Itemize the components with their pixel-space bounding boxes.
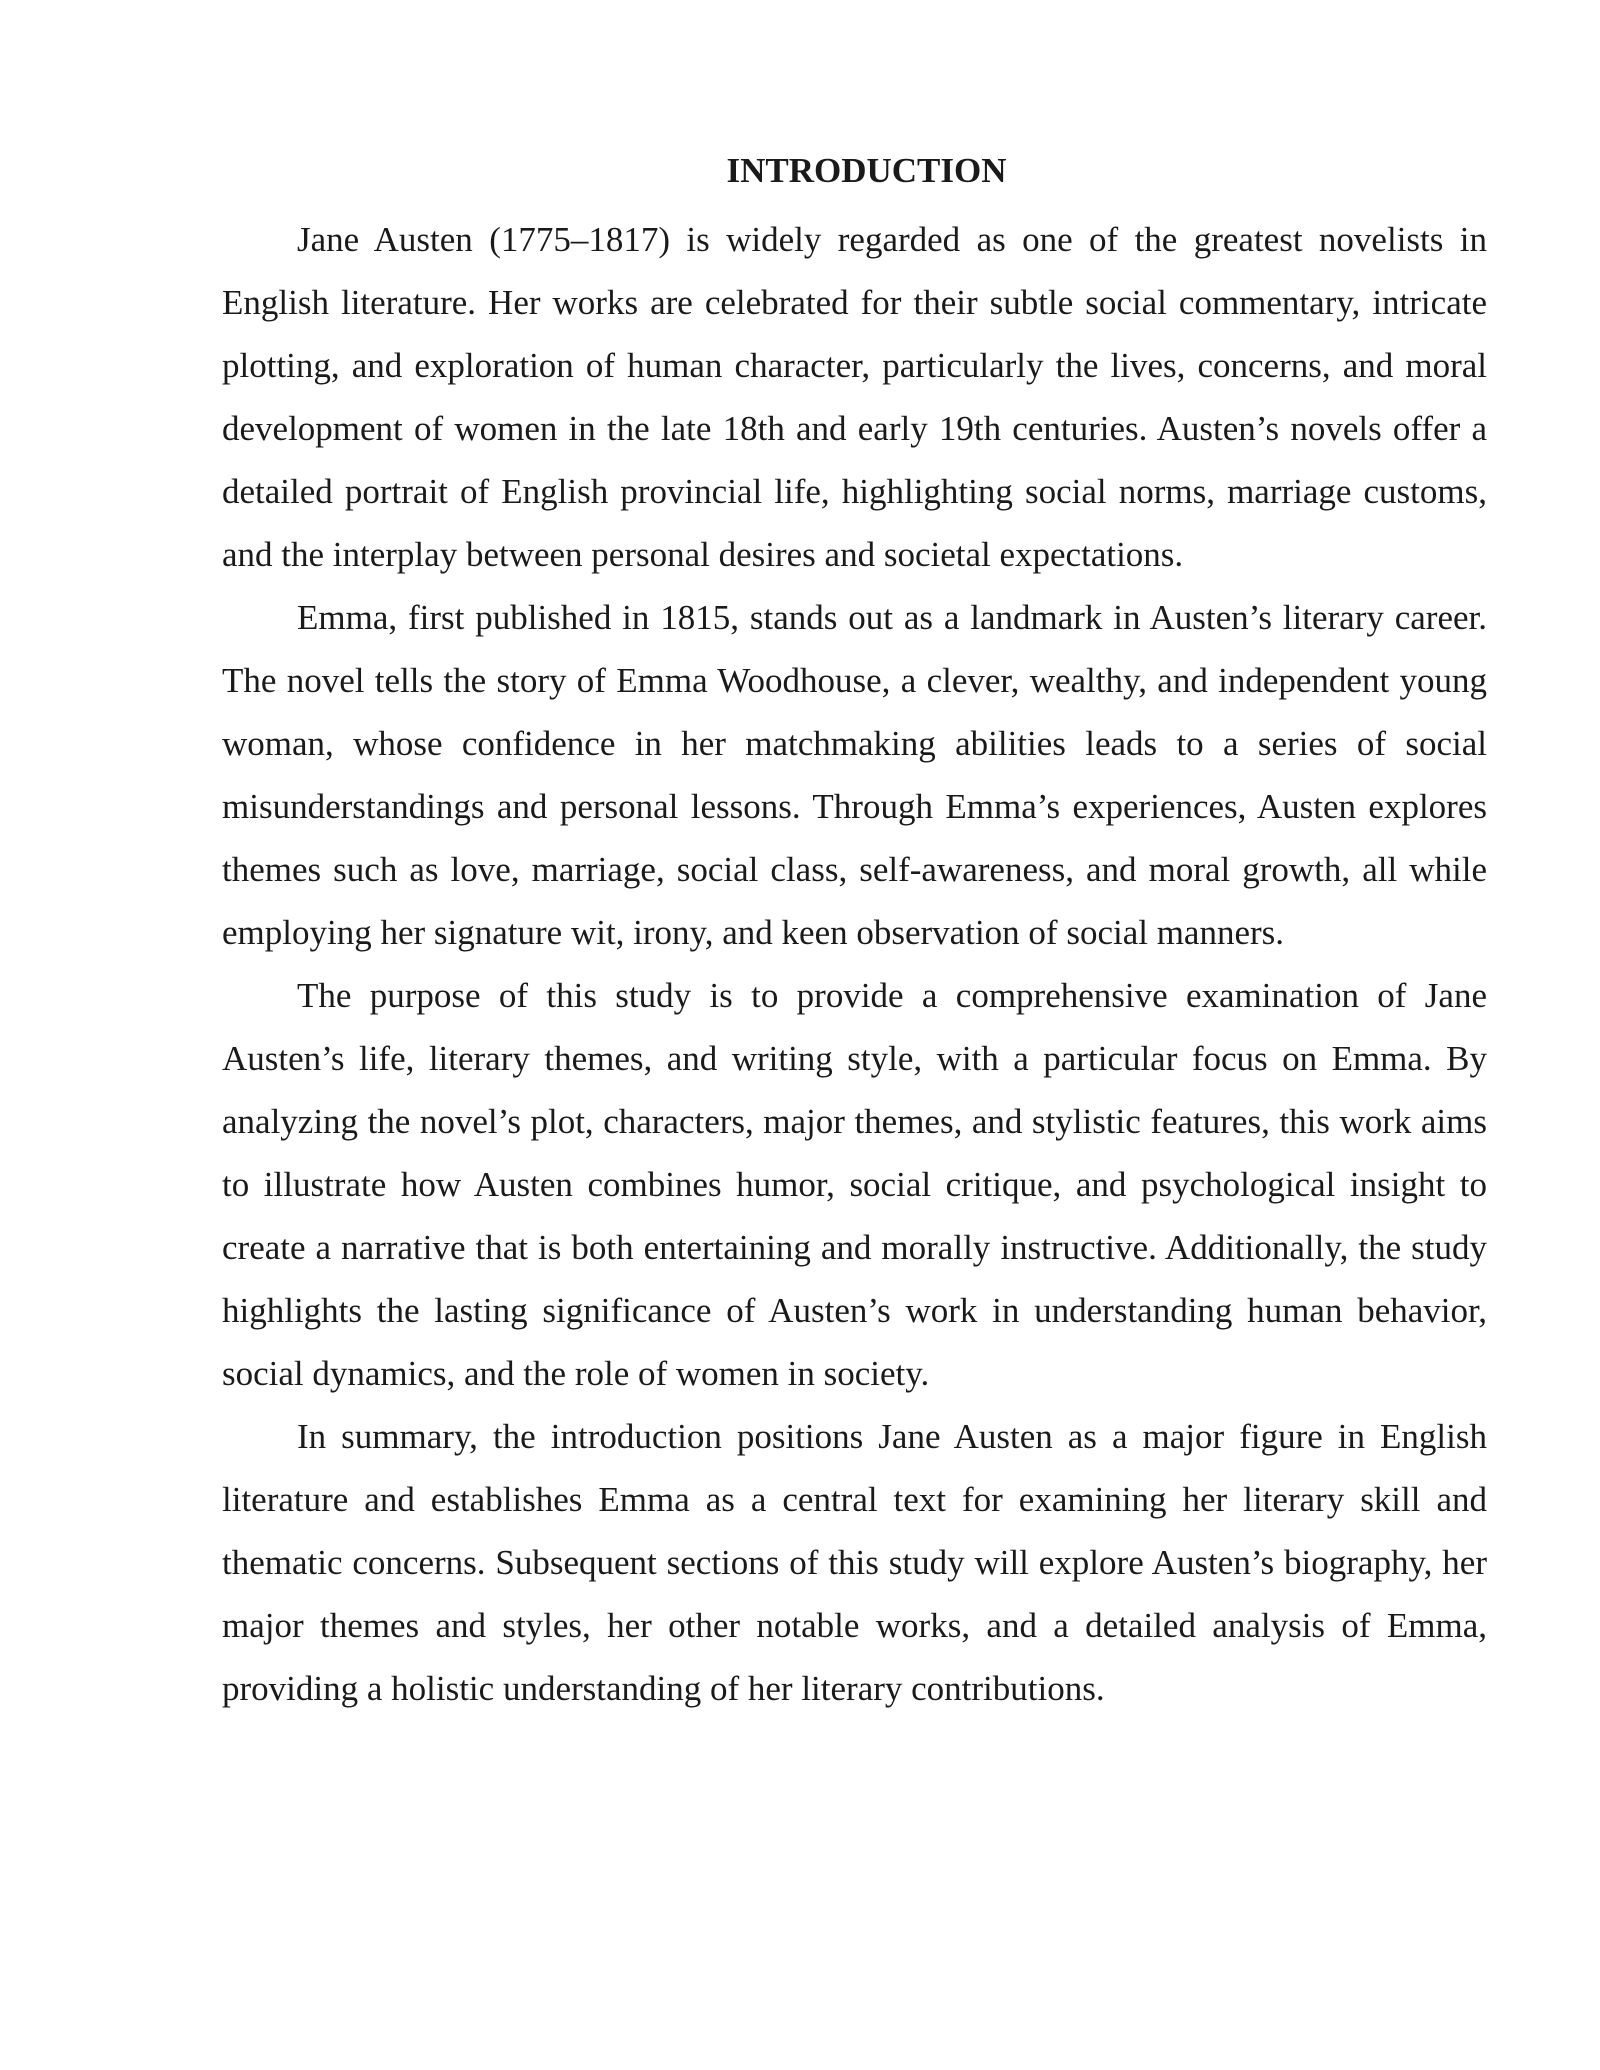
paragraph-3: The purpose of this study is to provide a comprehensive examination of Jane Austen’s life, literary themes, and writing style, with a particular focus on Emma. By analyzing the novel’s plot, characters, major themes, and stylistic features, this work aims to illustrate how Austen combines humor, social critique, and psychological insight to create a narrative that is both entertaining and morally instructive. Additionally, the study highlights the lasting significance of Austen’s work in understanding human behavior, social dynamics, and the role of women in society. <box>222 976 1487 1393</box>
paragraph-2: Emma, first published in 1815, stands out as a landmark in Austen’s literary career. The novel tells the story of Emma Woodhouse, a clever, wealthy, and independent young woman, whose confidence in her matchmaking abilities leads to a series of social misunderstandings and personal lessons. Through Emma’s experiences, Austen explores themes such as love, marriage, social class, self-awareness, and moral growth, all while employing her signature wit, irony, and keen observation of social manners. <box>222 598 1487 952</box>
section-heading: INTRODUCTION <box>726 151 1007 190</box>
paragraph-4: In summary, the introduction positions Jane Austen as a major figure in English literature and establishes Emma as a central text for examining her literary skill and thematic concerns. Subsequent sections of this study will explore Austen’s biography, her major themes and styles, her other notable works, and a detailed analysis of Emma, providing a holistic understanding of her literary contributions. <box>222 1417 1487 1708</box>
document-page <box>222 146 1487 1720</box>
paragraph-1: Jane Austen (1775–1817) is widely regarded as one of the greatest novelists in English literature. Her works are celebrated for their subtle social commentary, intricate plotting, and exploration of human character, particularly the lives, concerns, and moral development of women in the late 18th and early 19th centuries. Austen’s novels offer a detailed portrait of English provincial life, highlighting social norms, marriage customs, and the interplay between personal desires and societal expectations. <box>222 220 1487 574</box>
